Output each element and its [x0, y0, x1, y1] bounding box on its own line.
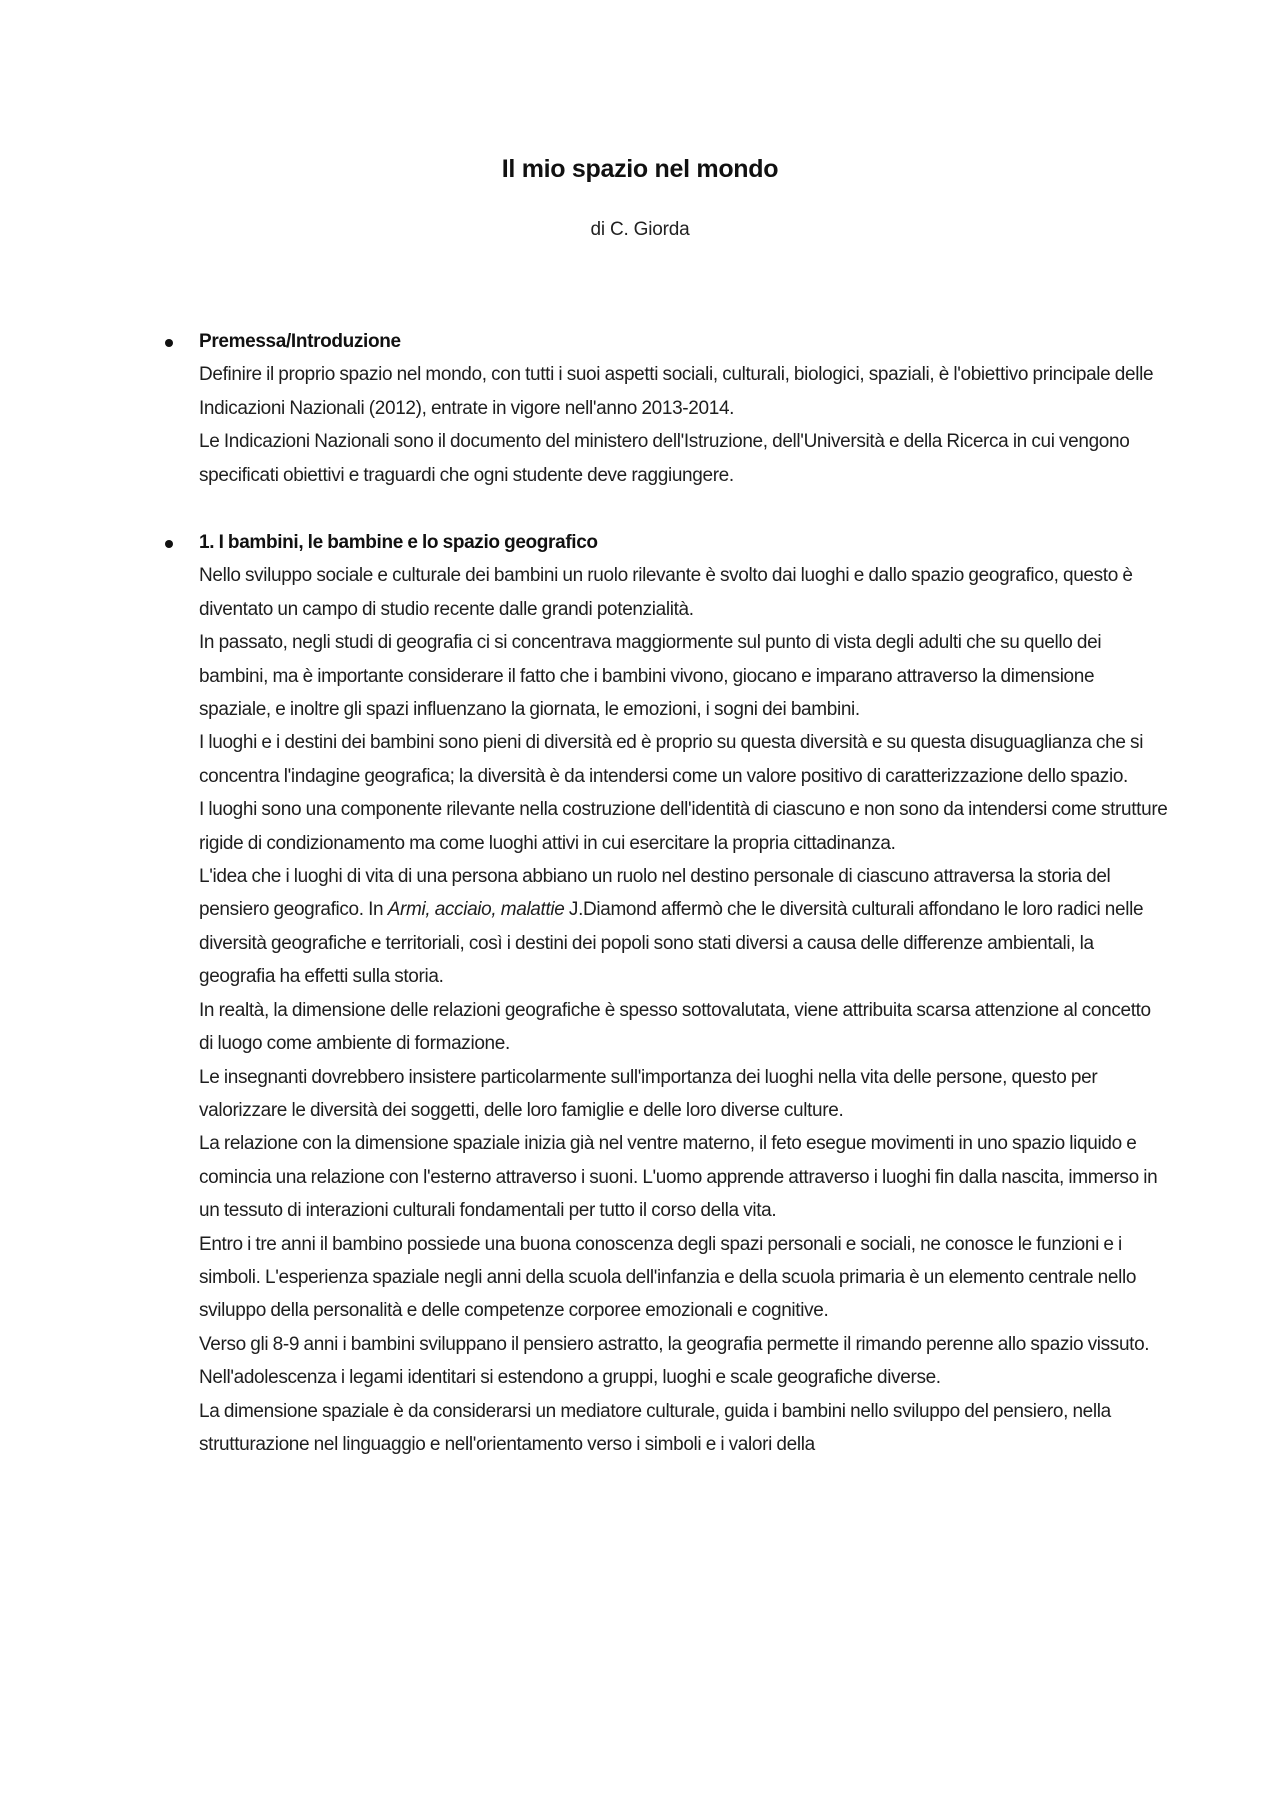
paragraph: Definire il proprio spazio nel mondo, con tutti i suoi aspetti sociali, culturali, biologici, spaziali, è l'obiettivo principale delle Indicazioni Nazionali (2012), entrate in vigore nell'anno 2013-2014. — [199, 364, 1154, 419]
section-heading: Premessa/Introduzione — [199, 331, 401, 352]
paragraph: In passato, negli studi di geografia ci si concentrava maggiormente sul punto di vista degli adulti che su quello dei bambini, ma è importante considerare il fatto che i bambini vivono, giocano e imparano attraverso la dimensione spaziale, e inoltre gli spazi influenzano la giornata, le emozioni, i sogni dei bambini. — [199, 632, 1102, 721]
section-heading: 1. I bambini, le bambine e lo spazio geografico — [199, 532, 598, 553]
paragraph: La dimensione spaziale è da considerarsi un mediatore culturale, guida i bambini nello sviluppo del pensiero, nella strutturazione nel linguaggio e nell'orientamento verso i simboli e i valori della — [199, 1400, 1111, 1455]
bullet-icon — [165, 339, 173, 347]
paragraph: Nello sviluppo sociale e culturale dei bambini un ruolo rilevante è svolto dai luoghi e dallo spazio geografico, questo è diventato un campo di studio recente dalle grandi potenzialità. — [199, 565, 1133, 620]
book-title-citation: Armi, acciaio, malattie — [387, 899, 565, 921]
section-premessa — [199, 325, 1169, 492]
document-author: di C. Giorda — [590, 219, 690, 240]
paragraph-text: L'idea che i luoghi di vita di una persona abbiano un ruolo nel destino personale di ciascuno attraversa la storia del pensiero geografico. In — [199, 866, 1111, 921]
paragraph: Le insegnanti dovrebbero insistere particolarmente sull'importanza dei luoghi nella vita delle persone, questo per valorizzare le diversità dei soggetti, delle loro famiglie e delle loro diverse culture. — [199, 1066, 1098, 1121]
paragraph-with-citation — [199, 860, 1169, 994]
paragraph-text: J.Diamond affermò che le diversità culturali affondano le loro radici nelle diversità geografiche e territoriali, così i destini dei popoli sono stati diversi a causa delle differenze ambientali, la geografia ha effetti sulla storia. — [199, 899, 1144, 988]
section-bambini-spazio-geografico — [199, 526, 1169, 1461]
paragraph: Verso gli 8-9 anni i bambini sviluppano il pensiero astratto, la geografia permette il rimando perenne allo spazio vissuto. — [199, 1333, 1150, 1355]
document-title: Il mio spazio nel mondo — [501, 155, 779, 183]
paragraph: Entro i tre anni il bambino possiede una buona conoscenza degli spazi personali e sociali, ne conosce le funzioni e i simboli. L'esperienza spaziale negli anni della scuola dell'infanzia e della scuola primaria è un elemento centrale nello sviluppo della personalità e delle competenze corporee emozionali e cognitive. — [199, 1233, 1137, 1322]
paragraph: Nell'adolescenza i legami identitari si estendono a gruppi, luoghi e scale geografiche diverse. — [199, 1367, 941, 1389]
paragraph: I luoghi sono una componente rilevante nella costruzione dell'identità di ciascuno e non sono da intendersi come strutture rigide di condizionamento ma come luoghi attivi in cui esercitare la propria cittadinanza. — [199, 799, 1168, 854]
paragraph: I luoghi e i destini dei bambini sono pieni di diversità ed è proprio su questa diversità e su questa disuguaglianza che si concentra l'indagine geografica; la diversità è da intendersi come un valore positivo di caratterizzazione dello spazio. — [199, 732, 1144, 787]
paragraph: La relazione con la dimensione spaziale inizia già nel ventre materno, il feto esegue movimenti in uno spazio liquido e comincia una relazione con l'esterno attraverso i suoni. L'uomo apprende attraverso i luoghi fin dalla nascita, immerso in un tessuto di interazioni culturali fondamentali per tutto il corso della vita. — [199, 1133, 1158, 1222]
paragraph: In realtà, la dimensione delle relazioni geografiche è spesso sottovalutata, viene attribuita scarsa attenzione al concetto di luogo come ambiente di formazione. — [199, 999, 1151, 1055]
bullet-icon — [165, 540, 173, 548]
paragraph: Le Indicazioni Nazionali sono il documento del ministero dell'Istruzione, dell'Università e della Ricerca in cui vengono specificati obiettivi e traguardi che ogni studente deve raggiungere. — [199, 431, 1130, 486]
